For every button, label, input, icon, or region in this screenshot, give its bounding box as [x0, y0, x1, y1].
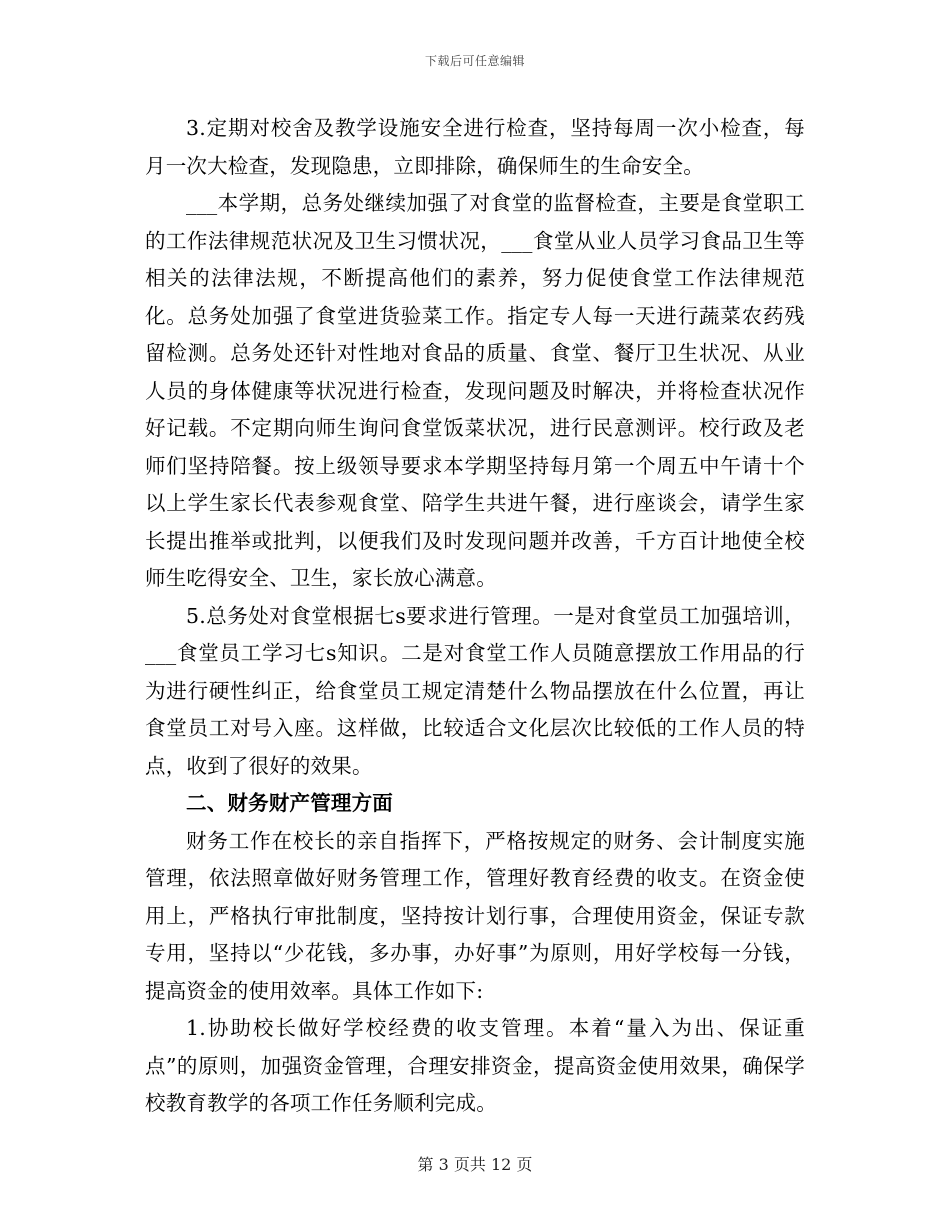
paragraph-canteen-supervision: ___本学期，总务处继续加强了对食堂的监督检查，主要是食堂职工的工作法律规范状况及卫生习惯状况，___食堂从业人员学习食品卫生等相关的法律法规，不断提高他们的素养，努力促使食堂工作法律规范化。总务处加强了食堂进货验菜工作。指定专人每一天进行蔬菜农药残留检测。总务处还针对性地对食品的质量、食堂、餐厅卫生状况、从业人员的身体健康等状况进行检查，发现问题及时解决，并将检查状况作好记载。不定期向师生询问食堂饭菜状况，进行民意测评。校行政及老师们坚持陪餐。按上级领导要求本学期坚持每月第一个周五中午请十个以上学生家长代表参观食堂、陪学生共进午餐，进行座谈会，请学生家长提出推举或批判，以便我们及时发现问题并改善，千方百计地使全校师生吃得安全、卫生，家长放心满意。 [145, 191, 805, 590]
page-number: 第 3 页共 12 页 [417, 1155, 533, 1174]
paragraph-safety-inspection: 3.定期对校舍及教学设施安全进行检查，坚持每周一次小检查，每月一次大检查，发现隐患，立即排除，确保师生的生命安全。 [145, 116, 805, 178]
document-body [145, 110, 805, 1123]
page-header-note: 下载后可任意编辑 [424, 54, 525, 68]
paragraph-canteen-7s: 5.总务处对食堂根据七s要求进行管理。一是对食堂员工加强培训，___食堂员工学习七s知识。二是对食堂工作人员随意摆放工作用品的行为进行硬性纠正，给食堂员工规定清楚什么物品摆放在什么位置，再让食堂员工对号入座。这样做，比较适合文化层次比较低的工作人员的特点，收到了很好的效果。 [145, 603, 805, 778]
paragraph-finance-overview: 财务工作在校长的亲自指挥下，严格按规定的财务、会计制度实施管理，依法照章做好财务管理工作，管理好教育经费的收支。在资金使用上，严格执行审批制度，坚持按计划行事，合理使用资金，保证专款专用，坚持以“少花钱，多办事，办好事”为原则，用好学校每一分钱，提高资金的使用效率。具体工作如下: [145, 828, 805, 1003]
section-heading-finance: 二、财务财产管理方面 [186, 791, 393, 815]
paragraph-finance-item-1: 1.协助校长做好学校经费的收支管理。本着“量入为出、保证重点”的原则，加强资金管理，合理安排资金，提高资金使用效果，确保学校教育教学的各项工作任务顺利完成。 [145, 1016, 805, 1115]
